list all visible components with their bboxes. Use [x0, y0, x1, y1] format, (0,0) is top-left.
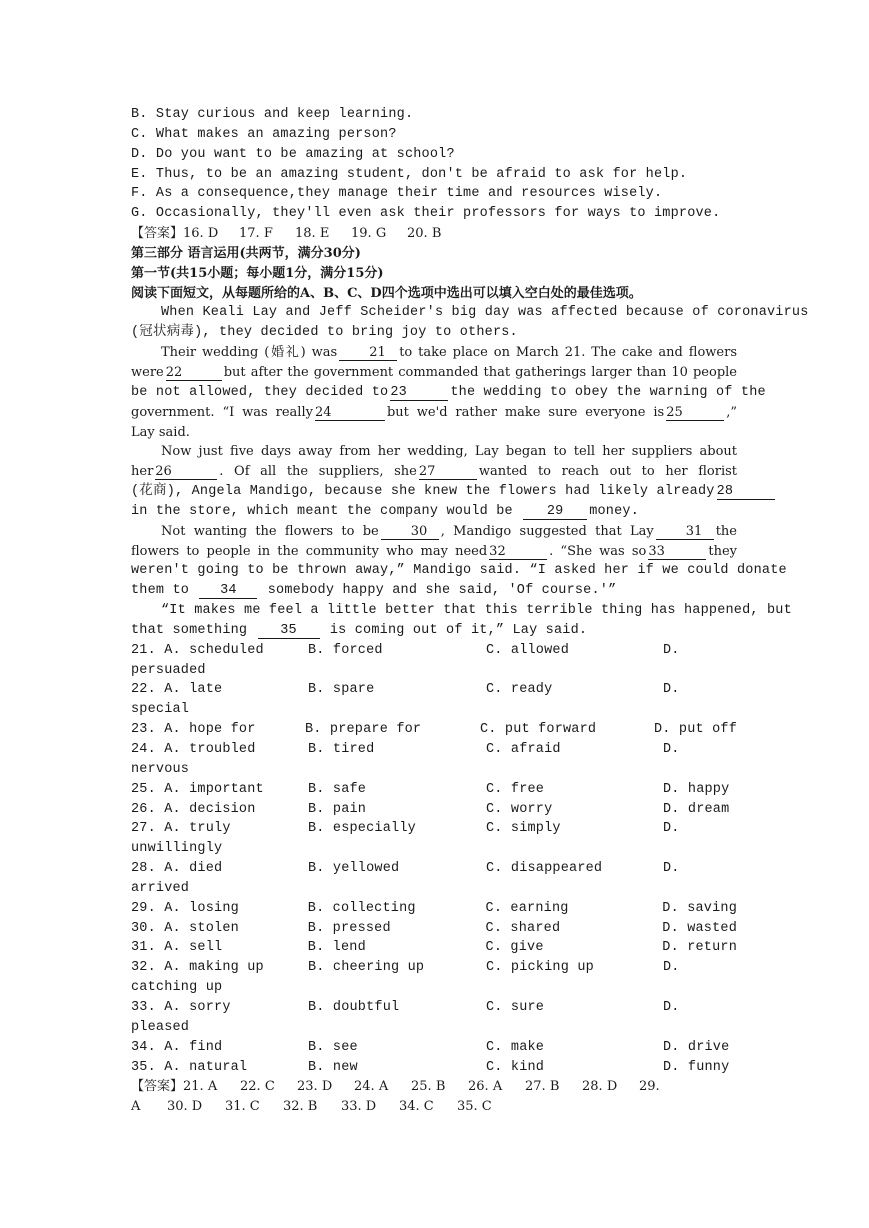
text: wanted to reach out to her florist — [478, 464, 737, 480]
answer-item: 29. — [639, 1079, 660, 1095]
option-b: B. safe — [308, 781, 367, 797]
option-d: D. — [663, 642, 680, 658]
text: , Mandigo suggested that Lay — [440, 523, 654, 539]
option-d: D. put off — [653, 722, 737, 738]
option-b: B. especially — [308, 821, 416, 837]
answer-label: 【答案】 — [131, 1079, 184, 1095]
passage-line — [131, 462, 737, 482]
blank-22: 22 — [166, 366, 222, 381]
option-d: D. — [663, 821, 680, 837]
blank-28: 28 — [717, 485, 775, 500]
answer-item: 23. D — [297, 1079, 333, 1095]
question-row — [131, 938, 737, 958]
option-f: F. As a consequence,they manage their time and resources wisely. — [131, 186, 663, 202]
part3-heading: 第三部分 语言运用(共两节，满分30分) — [131, 245, 361, 261]
passage-line: weren't going to be thrown away,” Mandigo said. “I asked her if we could donate — [131, 563, 787, 579]
option-a: 23. A. hope for — [131, 722, 256, 738]
option-c: C. earning — [485, 900, 569, 916]
option-b: B. lend — [307, 940, 366, 956]
question-row — [131, 1058, 737, 1078]
blank-24: 24 — [315, 406, 385, 421]
blank-27: 27 — [419, 465, 477, 480]
option-d-wrap: unwillingly — [131, 841, 223, 857]
option-c: C. sure — [486, 999, 545, 1015]
option-c: C. put forward — [479, 722, 597, 738]
option-c: C. give — [485, 940, 544, 956]
text: Not wanting the flowers to be — [161, 523, 379, 539]
passage-line — [131, 621, 737, 641]
option-a: 31. A. sell — [131, 940, 223, 956]
document-page — [131, 105, 809, 1117]
option-d: D. dream — [663, 801, 730, 817]
option-d: D. — [663, 999, 680, 1015]
option-d: D. funny — [663, 1059, 730, 1075]
passage-line — [131, 343, 737, 363]
passage-line — [131, 502, 737, 522]
text: is coming out of it,” Lay said. — [329, 622, 588, 638]
instruction-heading: 阅读下面短文，从每题所给的A、B、C、D四个选项中选出可以填入空白处的最佳选项。 — [131, 285, 642, 301]
option-d-wrap: special — [131, 702, 190, 718]
blank-21: 21 — [339, 346, 397, 361]
option-c: C. shared — [485, 920, 561, 936]
option-d: D. return — [662, 940, 738, 956]
question-row — [131, 800, 737, 820]
text: but after the government commanded that gatherings larger than 10 people — [223, 364, 737, 380]
option-c: C. picking up — [486, 960, 594, 976]
option-d-wrap: catching up — [131, 980, 223, 996]
option-a: 21. A. scheduled — [131, 642, 264, 658]
option-d: D. wasted — [662, 920, 738, 936]
answer-item: 21. A — [183, 1079, 218, 1095]
blank-23: 23 — [390, 386, 448, 401]
option-d: D. drive — [663, 1039, 730, 1055]
passage-line: Now just five days away from her wedding, Lay began to tell her suppliers about — [161, 444, 737, 460]
blank-33: 33 — [648, 545, 706, 560]
option-a: 35. A. natural — [131, 1059, 248, 1075]
option-d: D. Do you want to be amazing at school? — [131, 146, 455, 162]
option-a: 28. A. died — [131, 861, 223, 877]
text: Their wedding (婚礼) was — [161, 345, 338, 361]
option-d-wrap: pleased — [131, 1019, 190, 1035]
passage-line — [131, 383, 766, 403]
question-row — [131, 958, 737, 978]
option-b: B. Stay curious and keep learning. — [131, 107, 414, 122]
option-a: 32. A. making up — [131, 960, 264, 976]
option-d-wrap: arrived — [131, 880, 190, 896]
question-row — [131, 740, 737, 760]
question-row — [131, 680, 737, 700]
answer-item: 35. C — [457, 1099, 492, 1115]
text: that something — [131, 622, 248, 638]
answer-key-21-35-line2 — [131, 1097, 737, 1117]
blank-29: 29 — [523, 505, 587, 520]
option-b: B. see — [308, 1039, 358, 1055]
option-d: D. — [663, 861, 680, 877]
text: (花商), Angela Mandigo, because she knew the flowers had likely already — [131, 484, 715, 500]
option-c: C. What makes an amazing person? — [131, 126, 397, 142]
passage-line — [131, 363, 737, 383]
text: government. “I was really — [131, 404, 313, 420]
blank-35: 35 — [258, 624, 320, 639]
option-d: D. — [663, 682, 680, 698]
blank-26: 26 — [155, 465, 217, 480]
answer-label: 【答案】 — [131, 226, 184, 242]
option-c: C. kind — [486, 1059, 545, 1075]
text: flowers to people in the community who may need — [131, 543, 488, 559]
blank-31: 31 — [656, 525, 714, 540]
answer-item: 18. E — [295, 226, 330, 242]
option-c: C. worry — [486, 801, 553, 817]
option-b: B. collecting — [307, 900, 416, 916]
option-b: B. tired — [308, 742, 375, 757]
text: in the store, which meant the company would be — [131, 503, 513, 519]
answer-item: 24. A — [354, 1079, 389, 1095]
answer-item: 16. D — [183, 226, 219, 242]
option-b: B. cheering up — [308, 960, 425, 976]
text: her — [131, 464, 154, 480]
answer-item: 31. C — [225, 1099, 260, 1115]
option-b: B. pain — [308, 801, 367, 817]
text: them to — [131, 583, 190, 599]
option-a: 26. A. decision — [131, 801, 256, 817]
option-c: C. disappeared — [486, 861, 603, 877]
option-a: 33. A. sorry — [131, 999, 231, 1015]
question-row — [131, 859, 737, 879]
passage-line: When Keali Lay and Jeff Scheider's big day was affected because of coronavirus — [161, 305, 809, 321]
option-c: C. free — [486, 781, 545, 797]
option-g: G. Occasionally, they'll even ask their professors for ways to improve. — [131, 206, 721, 222]
question-row — [131, 720, 737, 740]
option-e: E. Thus, to be an amazing student, don't be afraid to ask for help. — [131, 166, 688, 182]
option-a: 22. A. late — [131, 682, 223, 698]
text: . “She was so — [549, 543, 647, 559]
blank-34: 34 — [199, 584, 257, 599]
option-d-wrap: persuaded — [131, 662, 206, 678]
answer-item: 20. B — [407, 226, 442, 242]
option-d: D. — [663, 742, 680, 757]
option-d: D. saving — [662, 900, 738, 916]
answer-key-16-20 — [131, 224, 737, 244]
question-row — [131, 998, 737, 1018]
passage-line: (冠状病毒), they decided to bring joy to others. — [131, 325, 518, 341]
option-a: 29. A. losing — [131, 900, 239, 916]
option-b: B. yellowed — [308, 861, 400, 877]
answer-item: 19. G — [351, 226, 387, 242]
question-row — [131, 919, 737, 939]
blank-32: 32 — [489, 545, 547, 560]
option-c: C. afraid — [486, 742, 561, 757]
text: were — [131, 364, 164, 380]
answer-item: A — [131, 1099, 141, 1115]
option-b: B. new — [308, 1059, 358, 1075]
question-row — [131, 1038, 737, 1058]
text: to take place on March 21. The cake and flowers — [399, 345, 737, 361]
section1-heading: 第一节(共15小题；每小题1分，满分15分) — [131, 265, 384, 281]
passage-line — [131, 403, 737, 423]
option-b: B. prepare for — [305, 722, 422, 738]
answer-item: 27. B — [525, 1079, 560, 1095]
option-a: 25. A. important — [131, 781, 264, 797]
question-list — [131, 641, 737, 1078]
text: the — [715, 523, 737, 539]
passage-line — [131, 522, 737, 542]
option-d-wrap: nervous — [131, 761, 190, 777]
answer-item: 28. D — [582, 1079, 618, 1095]
option-c: C. ready — [486, 682, 553, 698]
option-c: C. make — [486, 1039, 545, 1055]
blank-30: 30 — [381, 525, 439, 540]
option-a: 30. A. stolen — [131, 920, 239, 936]
option-a: 24. A. troubled — [131, 742, 256, 757]
option-a: 27. A. truly — [131, 821, 231, 837]
answer-item: 26. A — [468, 1079, 503, 1095]
text: they — [708, 543, 737, 559]
text: but we'd rather make sure everyone is — [386, 404, 665, 420]
option-d: D. — [663, 960, 680, 976]
option-c: C. allowed — [486, 642, 570, 658]
option-b: B. spare — [308, 682, 375, 698]
blank-25: 25 — [666, 406, 724, 421]
passage-line: Lay said. — [131, 424, 190, 440]
option-d: D. happy — [663, 781, 730, 797]
answer-item: 25. B — [411, 1079, 446, 1095]
question-row — [131, 641, 737, 661]
option-c: C. simply — [486, 821, 561, 837]
text: the wedding to obey the warning of the — [450, 384, 766, 400]
question-row — [131, 899, 737, 919]
option-a: 34. A. find — [131, 1039, 223, 1055]
answer-item: 30. D — [167, 1099, 203, 1115]
answer-item: 34. C — [399, 1099, 434, 1115]
text: ,” — [726, 404, 737, 420]
question-row — [131, 819, 737, 839]
passage-line: “It makes me feel a little better that this terrible thing has happened, but — [161, 603, 792, 619]
text: be not allowed, they decided to — [131, 384, 389, 400]
option-b: B. forced — [308, 642, 383, 658]
text: somebody happy and she said, 'Of course.'” — [267, 583, 617, 599]
passage-line — [131, 482, 737, 502]
option-b: B. pressed — [307, 920, 391, 936]
answer-item: 32. B — [283, 1099, 318, 1115]
answer-item: 17. F — [239, 226, 273, 242]
option-b: B. doubtful — [308, 999, 400, 1015]
question-row — [131, 780, 737, 800]
answer-item: 33. D — [341, 1099, 377, 1115]
answer-key-21-35-line1 — [131, 1077, 737, 1097]
text: money. — [589, 503, 639, 519]
answer-item: 22. C — [240, 1079, 275, 1095]
text: . Of all the suppliers, she — [219, 464, 417, 480]
passage-line — [131, 542, 737, 562]
passage-line — [131, 581, 737, 601]
